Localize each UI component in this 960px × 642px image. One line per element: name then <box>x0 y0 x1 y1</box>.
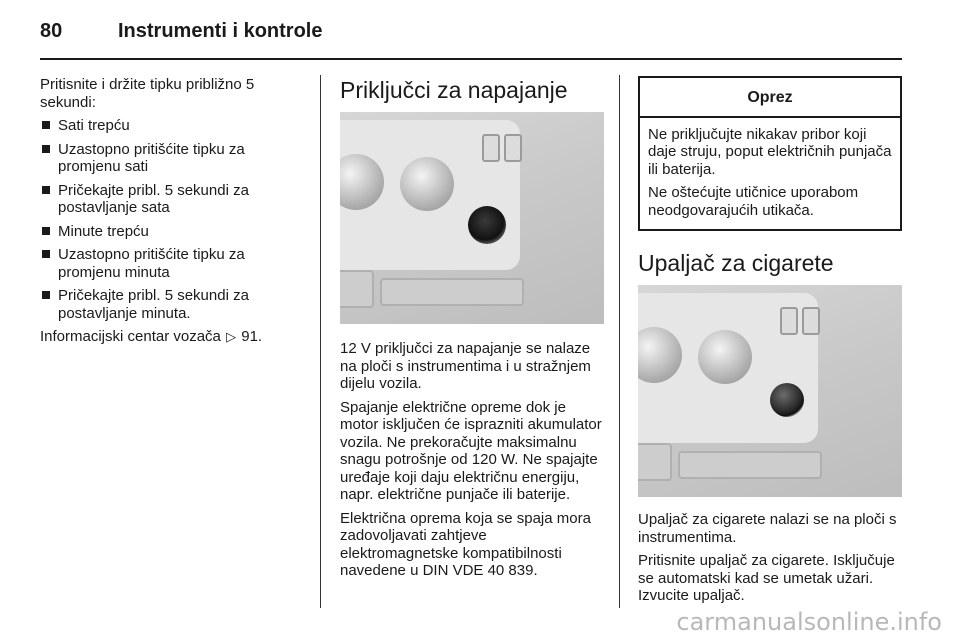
caution-text: Ne oštećujte utičnice uporabom neodgovarajućih utikača. <box>648 184 859 219</box>
caution-body <box>640 118 900 230</box>
slot-icon <box>638 443 672 481</box>
column-divider-1 <box>320 75 321 608</box>
step-list <box>40 117 308 322</box>
list-item: Minute trepću <box>40 223 308 241</box>
list-item: Uzastopno pritišćite tipku za promjenu minuta <box>40 246 308 281</box>
column-power-outlets <box>340 76 604 586</box>
cigarette-lighter-illustration <box>638 285 902 497</box>
bullet-square-icon <box>42 121 50 129</box>
switch-icon <box>780 307 798 335</box>
column-divider-2 <box>619 75 620 608</box>
paragraph: Pritisnite upaljač za cigarete. Isključuje se automatski kad se umetak užari. Izvucite upaljač. <box>638 552 895 604</box>
power-outlet-illustration <box>340 112 604 324</box>
bullet-square-icon <box>42 145 50 153</box>
slot-icon <box>380 278 524 306</box>
list-item: Pričekajte pribl. 5 sekundi za postavljanje minuta. <box>40 287 308 322</box>
page-header <box>40 14 322 48</box>
switch-icon <box>802 307 820 335</box>
caution-text: Ne priključujte nikakav pribor koji daje struju, poput električnih punjača ili baterija. <box>648 125 892 178</box>
bullet-square-icon <box>42 186 50 194</box>
paragraph: Spajanje električne opreme dok je motor isključen će isprazniti akumulator vozila. Ne prekoračujte maksimalnu snagu potrošnje od 120 W. Ne spajajte uređaje koji daju električnu energiju, napr. električne punjače ili baterije. <box>340 398 602 503</box>
knob-icon <box>698 330 752 384</box>
switch-icon <box>504 134 522 162</box>
watermark: carmanualsonline.info <box>676 608 942 636</box>
column-cigarette-lighter <box>638 76 902 611</box>
list-item: Pričekajte pribl. 5 sekundi za postavljanje sata <box>40 182 308 217</box>
caution-title: Oprez <box>640 78 900 118</box>
slot-icon <box>678 451 822 479</box>
page-number: 80 <box>40 19 63 42</box>
paragraph: Upaljač za cigarete nalazi se na ploči s instrumentima. <box>638 511 897 546</box>
section-heading-power-outlets: Priključci za napajanje <box>340 77 568 103</box>
page-title: Instrumenti i kontrole <box>118 19 323 42</box>
intro-text: Pritisnite i držite tipku približno 5 sekundi: <box>40 76 255 111</box>
paragraph: 12 V priključci za napajanje se nalaze na ploči s instrumentima i u stražnjem dijelu vozila. <box>340 340 591 392</box>
cross-reference[interactable]: Informacijski centar vozača ▷ 91. <box>40 328 263 345</box>
cigarette-lighter-icon <box>770 383 804 417</box>
switch-icon <box>482 134 500 162</box>
bullet-square-icon <box>42 227 50 235</box>
caution-box <box>638 76 902 231</box>
bullet-square-icon <box>42 250 50 258</box>
slot-icon <box>340 270 374 308</box>
header-rule <box>40 58 902 60</box>
paragraph: Električna oprema koja se spaja mora zadovoljavati zahtjeve elektromagnetske kompatibilnosti navedene u DIN VDE 40 839. <box>340 509 591 579</box>
bullet-square-icon <box>42 291 50 299</box>
power-socket-icon <box>468 206 506 244</box>
list-item: Sati trepću <box>40 117 308 135</box>
cross-reference-arrow-icon: ▷ <box>226 329 237 344</box>
list-item: Uzastopno pritišćite tipku za promjenu sati <box>40 141 308 176</box>
knob-icon <box>400 157 454 211</box>
column-clock-setting <box>40 76 308 352</box>
section-heading-cigarette-lighter: Upaljač za cigarete <box>638 250 834 276</box>
